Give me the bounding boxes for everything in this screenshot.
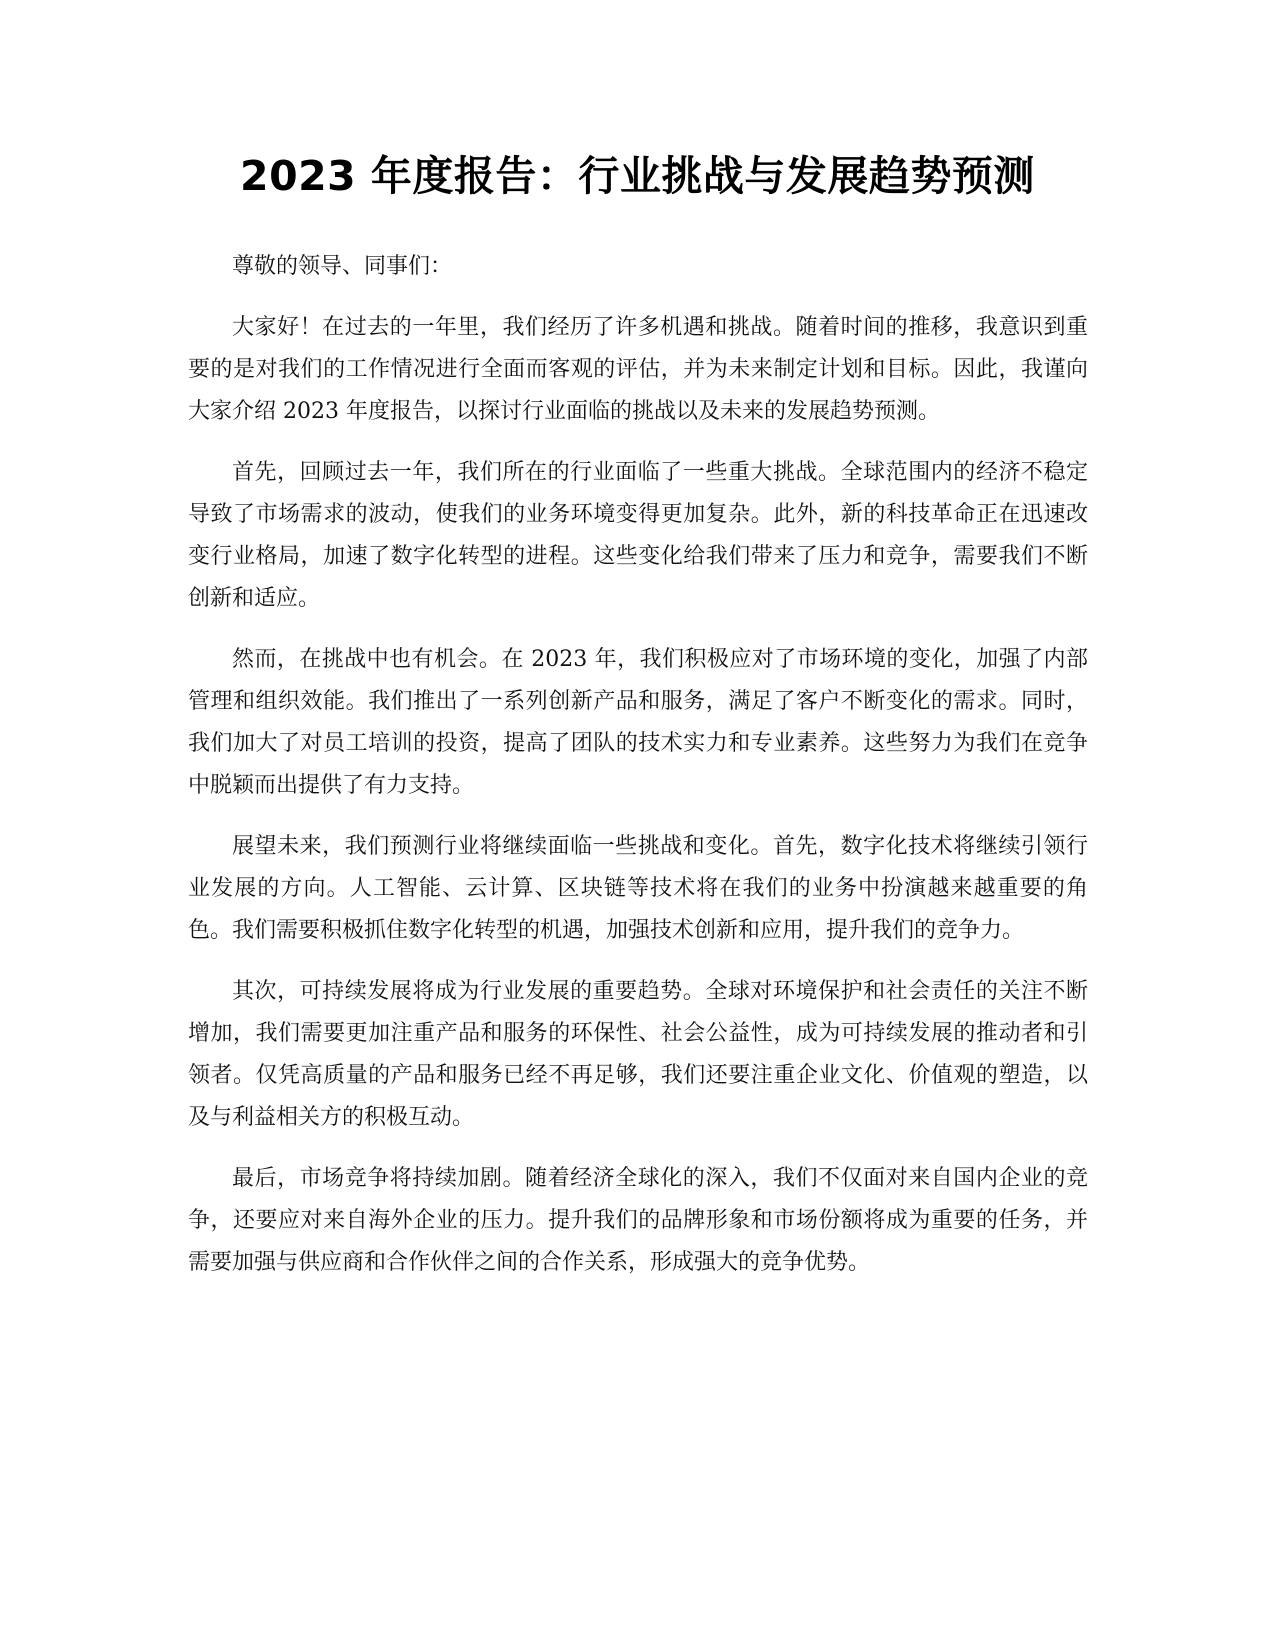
- salutation: 尊敬的领导、同事们：: [232, 254, 453, 279]
- paragraph-competition: 最后，市场竞争将持续加剧。随着经济全球化的深入，我们不仅面对来自国内企业的竞争，还要应对来自海外企业的压力。提升我们的品牌形象和市场份额将成为重要的任务，并需要加强与供应商和合作伙伴之间的合作关系，形成强大的竞争优势。: [188, 1166, 1088, 1275]
- paragraph-opportunities: 然而，在挑战中也有机会。在 2023 年，我们积极应对了市场环境的变化，加强了内部管理和组织效能。我们推出了一系列创新产品和服务，满足了客户不断变化的需求。同时，我们加大了对员工培训的投资，提高了团队的技术实力和专业素养。这些努力为我们在竞争中脱颖而出提供了有力支持。: [188, 647, 1088, 798]
- paragraph-greeting: 大家好！在过去的一年里，我们经历了许多机遇和挑战。随着时间的推移，我意识到重要的是对我们的工作情况进行全面而客观的评估，并为未来制定计划和目标。因此，我谨向大家介绍 2023 年度报告，以探讨行业面临的挑战以及未来的发展趋势预测。: [188, 315, 1088, 424]
- paragraph-digital-outlook: 展望未来，我们预测行业将继续面临一些挑战和变化。首先，数字化技术将继续引领行业发展的方向。人工智能、云计算、区块链等技术将在我们的业务中扮演越来越重要的角色。我们需要积极抓住数字化转型的机遇，加强技术创新和应用，提升我们的竞争力。: [188, 834, 1088, 943]
- paragraph-past-challenges: 首先，回顾过去一年，我们所在的行业面临了一些重大挑战。全球范围内的经济不稳定导致了市场需求的波动，使我们的业务环境变得更加复杂。此外，新的科技革命正在迅速改变行业格局，加速了数字化转型的进程。这些变化给我们带来了压力和竞争，需要我们不断创新和适应。: [188, 460, 1088, 611]
- paragraph-sustainability: 其次，可持续发展将成为行业发展的重要趋势。全球对环境保护和社会责任的关注不断增加，我们需要更加注重产品和服务的环保性、社会公益性，成为可持续发展的推动者和引领者。仅凭高质量的产品和服务已经不再足够，我们还要注重企业文化、价值观的塑造，以及与利益相关方的积极互动。: [188, 979, 1088, 1130]
- document-body: [188, 246, 1088, 1303]
- document-title: 2023 年度报告：行业挑战与发展趋势预测: [240, 152, 1035, 200]
